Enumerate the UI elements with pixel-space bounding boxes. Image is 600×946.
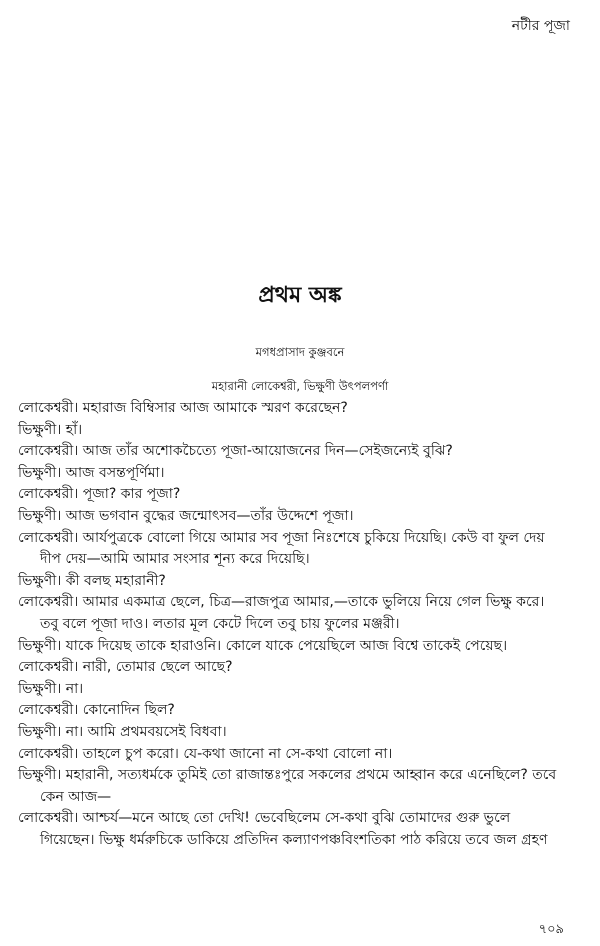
dialogue-line <box>18 420 590 442</box>
speech-text: মহারাজ বিম্বিসার আজ আমাকে স্মরণ করেছেন? <box>82 400 348 416</box>
speaker-name: ভিক্ষুণী। <box>18 507 62 524</box>
speaker-name: ভিক্ষুণী। <box>18 421 62 438</box>
speech-text: আজ বসন্তপূর্ণিমা। <box>65 464 165 481</box>
dialogue-line <box>18 463 590 485</box>
speaker-name: লোকেশ্বরী। <box>18 659 79 676</box>
page-number: ৭০৯ <box>538 922 564 937</box>
speech-text: যাকে দিয়েছ তাকে হারাওনি। কোলে যাকে পেয়েছিলে আজ বিশ্বে তাকেই পেয়েছ। <box>65 637 508 654</box>
dialogue-line <box>18 657 590 679</box>
speaker-name: লোকেশ্বরী। <box>18 702 79 719</box>
speaker-name: লোকেশ্বরী। <box>18 745 79 762</box>
dialogue-block <box>18 398 590 851</box>
speech-text: না। আমি প্রথমবয়সেই বিধবা। <box>65 723 227 740</box>
dialogue-line <box>18 679 590 701</box>
speech-text: নারী, তোমার ছেলে আছে? <box>82 659 233 676</box>
dialogue-line <box>18 808 590 851</box>
running-header: নটীর পূজা <box>511 18 570 34</box>
speaker-name: ভিক্ষুণী। <box>18 680 62 697</box>
speaker-name: লোকেশ্বরী। <box>18 486 79 503</box>
speaker-name: ভিক্ষুণী। <box>18 767 62 784</box>
dialogue-line <box>18 636 590 658</box>
speaker-name: ভিক্ষুণী। <box>18 637 62 654</box>
speech-text: কী বলছ মহারানী? <box>65 572 166 589</box>
speech-continuation: তবু বলে পূজা দাও। লতার মূল কেটে দিলে তবু চায় ফুলের মঞ্জরী। <box>40 615 400 632</box>
dialogue-line <box>18 700 590 722</box>
speech-text: তাহলে চুপ করো। যে-কথা জানো না সে-কথা বোলো না। <box>82 745 393 762</box>
speech-text: মহারানী, সত্যধর্মকে তুমিই তো রাজান্তঃপুরে সকলের প্রথমে আহ্বান করে এনেছিলে? তবে <box>65 767 557 784</box>
dialogue-line <box>18 506 590 528</box>
speaker-name: ভিক্ষুণী। <box>18 572 62 589</box>
speech-text: হাঁ। <box>65 421 83 438</box>
speech-text: কোনোদিন ছিল? <box>82 702 175 719</box>
dialogue-line <box>18 398 590 420</box>
speech-continuation: গিয়েছেন। ভিক্ষু ধর্মরুচিকে ডাকিয়ে প্রতিদিন কল্যাণপঞ্চবিংশতিকা পাঠ করিয়ে তবে জল গ্রহণ <box>40 831 548 848</box>
speech-text: আজ তাঁর অশোকচৈত্যে পূজা-আয়োজনের দিন—সেইজন্যেই বুঝি? <box>82 443 453 460</box>
speaker-name: লোকেশ্বরী। <box>18 594 79 611</box>
dialogue-line <box>18 528 590 571</box>
scene-setting: মগধপ্রাসাদ কুঞ্জবনে <box>255 345 345 359</box>
speech-text: আর্যপুত্রকে বোলো গিয়ে আমার সব পূজা নিঃশেষে চুকিয়ে দিয়েছি। কেউ বা ফুল দেয় <box>82 529 545 546</box>
dialogue-line <box>18 571 590 593</box>
speaker-name: ভিক্ষুণী। <box>18 464 62 481</box>
characters-list: মহারানী লোকেশ্বরী, ভিক্ষুণী উৎপলপর্ণা <box>211 379 389 393</box>
speaker-name: লোকেশ্বরী। <box>18 443 79 460</box>
speech-text: না। <box>65 680 84 697</box>
dialogue-line <box>18 441 590 463</box>
dialogue-line <box>18 744 590 766</box>
speech-text: আমার একমাত্র ছেলে, চিত্র—রাজপুত্র আমার,—তাকে ভুলিয়ে নিয়ে গেল ভিক্ষু করে। <box>82 594 545 611</box>
speech-continuation: কেন আজ— <box>40 788 112 805</box>
dialogue-line <box>18 592 590 635</box>
speaker-name: লোকেশ্বরী। <box>18 400 79 416</box>
dialogue-line <box>18 765 590 808</box>
speech-continuation: দীপ দেয়—আমি আমার সংসার শূন্য করে দিয়েছি। <box>40 551 310 568</box>
act-title: প্রথম অঙ্ক <box>258 283 342 308</box>
speaker-name: ভিক্ষুণী। <box>18 723 62 740</box>
dialogue-line <box>18 484 590 506</box>
speech-text: পূজা? কার পূজা? <box>82 486 181 503</box>
speech-text: আজ ভগবান বুদ্ধের জন্মোৎসব—তাঁর উদ্দেশে পূজা। <box>65 507 354 524</box>
speaker-name: লোকেশ্বরী। <box>18 810 79 827</box>
dialogue-line <box>18 722 590 744</box>
speech-text: আশ্চর্য—মনে আছে তো দেখি! ভেবেছিলেম সে-কথা বুঝি তোমাদের গুরু ভুলে <box>82 810 511 827</box>
speaker-name: লোকেশ্বরী। <box>18 529 79 546</box>
